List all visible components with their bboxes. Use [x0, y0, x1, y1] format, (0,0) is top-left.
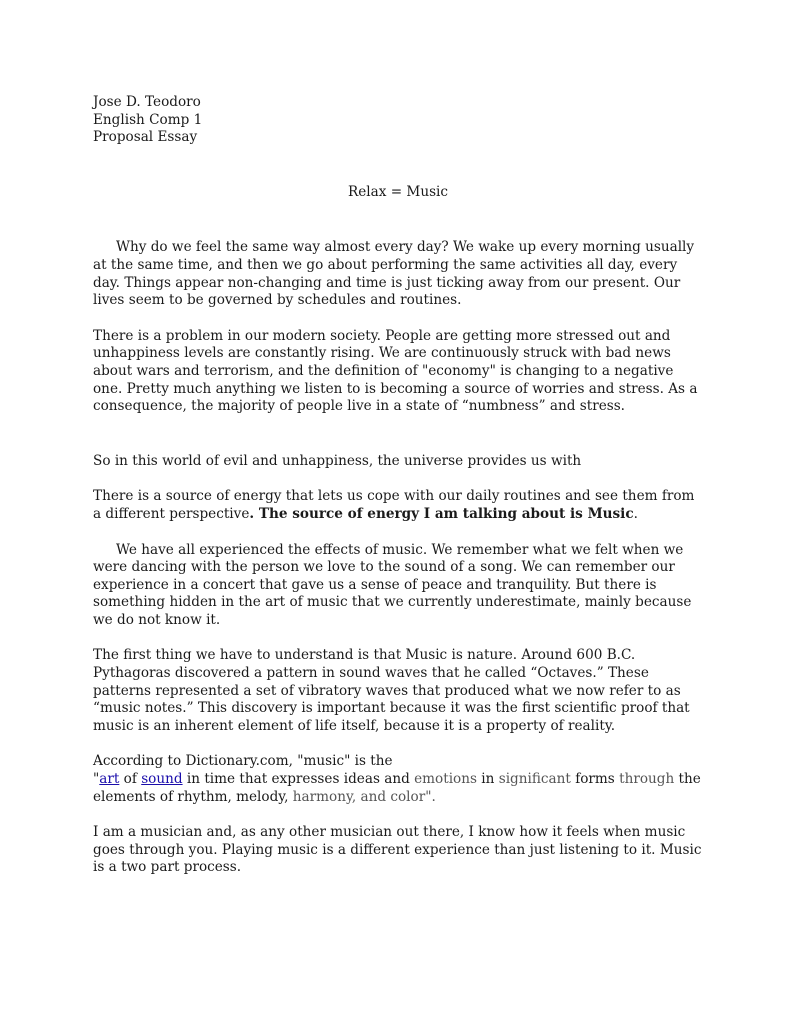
paragraph-intro: Why do we feel the same way almost every day? We wake up every morning usually at the same time, and then we go about performing the same activities all day, every day. Things appear non-changing and time is just ticking away from our present. Our lives seem to be governed by schedules and routines.: [93, 239, 695, 309]
assignment-type: Proposal Essay: [93, 129, 198, 146]
link-art[interactable]: art: [99, 771, 120, 788]
essay-title: Relax = Music: [347, 183, 449, 200]
document-body: [93, 94, 703, 877]
def-word-through: through: [619, 771, 675, 788]
paragraph-problem: There is a problem in our modern society. People are getting more stressed out and unhappiness levels are constantly rising. We are continuously struck with bad news about wars and terrorism, and the definition of "economy" is changing to a negative one. Pretty much anything we listen to is becoming a source of worries and stress. As a consequence, the majority of people live in a state of “numbness” and stress.: [93, 327, 698, 415]
def-text-2: in: [476, 771, 499, 788]
paragraph-thesis: [93, 488, 703, 523]
def-of: of: [119, 771, 142, 788]
paragraph-experience: We have all experienced the effects of music. We remember what we felt when we were dancing with the person we love to the sound of a song. We can remember our experience in a concert that gave us a sense of peace and tranquility. But there is something hidden in the art of music that we currently underestimate, mainly because we do not know it.: [93, 541, 692, 628]
paragraph-musician: I am a musician and, as any other musician out there, I know how it feels when music goes through you. Playing music is a different experience than just listening to it. Music is a two part process.: [93, 824, 702, 876]
def-word-harmony: harmony, and color".: [292, 788, 436, 805]
def-text-3: forms: [570, 771, 620, 788]
link-sound[interactable]: sound: [141, 771, 183, 788]
def-text-1: in time that expresses ideas and: [182, 771, 415, 788]
def-word-significant: significant: [498, 771, 571, 788]
course-name: English Comp 1: [93, 111, 203, 128]
definition-intro: According to Dictionary.com, "music" is the: [93, 753, 393, 770]
paragraph-definition: [93, 753, 703, 806]
thesis-end: .: [633, 505, 638, 522]
header-block: [93, 94, 703, 147]
paragraph-transition: So in this world of evil and unhappiness, the universe provides us with: [93, 452, 582, 469]
quote-open: ": [93, 771, 100, 788]
thesis-text: There is a source of energy that lets us cope with our daily routines and see them from a different perspective: [93, 488, 695, 522]
def-text-4: the elements of rhythm, melody,: [93, 771, 701, 805]
paragraph-nature: The first thing we have to understand is that Music is nature. Around 600 B.C. Pythagoras discovered a pattern in sound waves that he called “Octaves.” These patterns represented a set of vibratory waves that produced what we now refer to as “music notes.” This discovery is important because it was the first scientific proof that music is an inherent element of life itself, because it is a property of reality.: [93, 647, 690, 734]
author-name: Jose D. Teodoro: [93, 94, 201, 110]
def-word-emotions: emotions: [414, 771, 477, 788]
thesis-bold: . The source of energy I am talking about is Music: [249, 505, 634, 522]
